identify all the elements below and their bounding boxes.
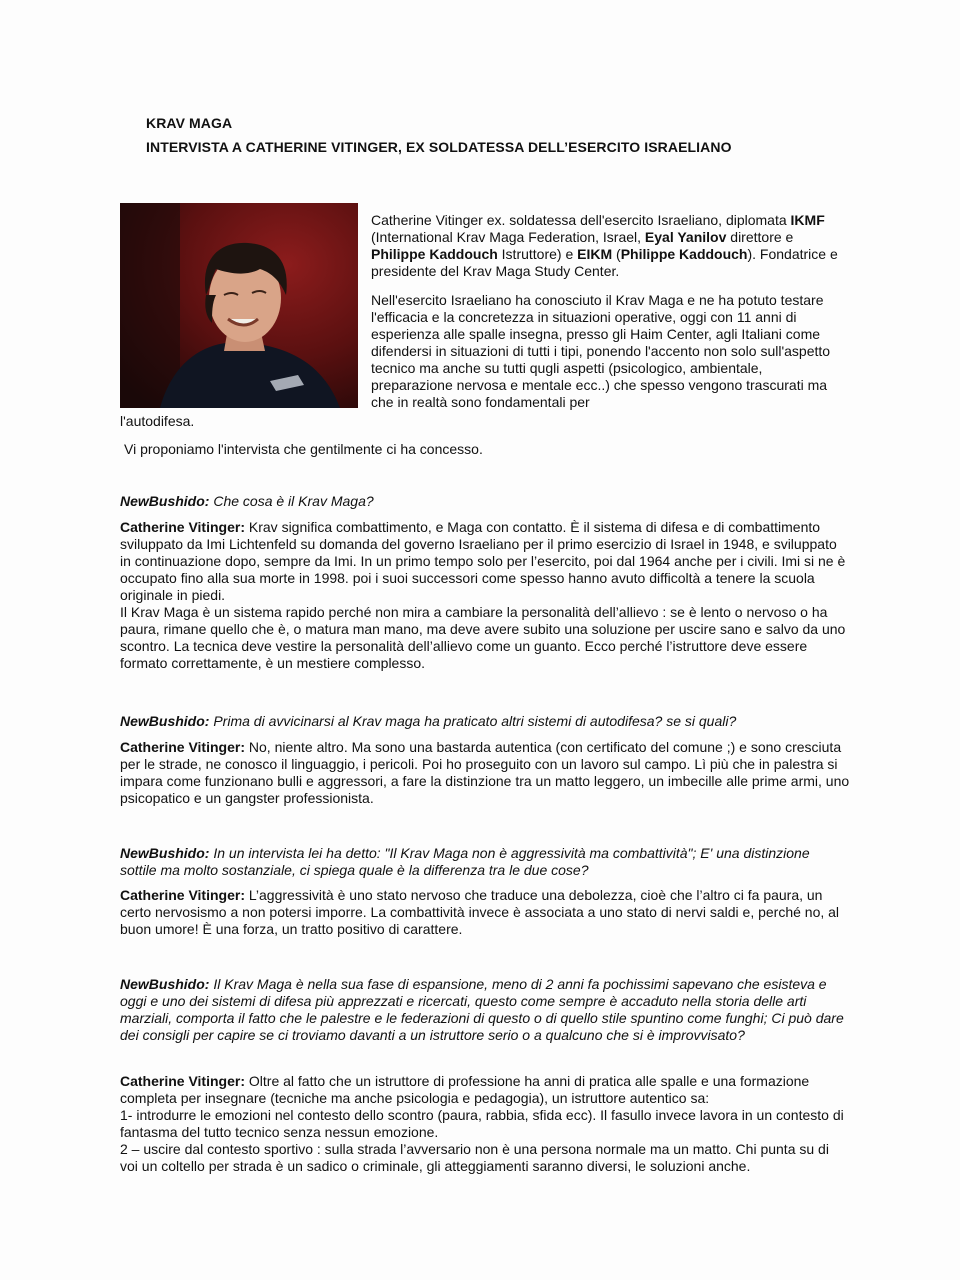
intro-text: Catherine Vitinger ex. soldatessa dell'esercito Israeliano, diplomata [371, 212, 791, 228]
interviewee-label: Catherine Vitinger: [120, 519, 245, 535]
interviewee-label: Catherine Vitinger: [120, 887, 245, 903]
intro-text: ( [612, 246, 621, 262]
intro-paragraph-2: Nell'esercito Israeliano ha conosciuto il Krav Maga e ne ha potuto testare l'efficacia e la concretezza in situazioni operative, oggi con 11 anni di esperienza alle spalle insegna, presso gli Haim Center, agli Italiani come difendersi in situazioni di tutti i tipi, ponendo l'accento non solo sull'aspetto tecnico ma anche su tutti qugli aspetti (psicologico, ambientale, preparazione nervosa e mentale ecc..) che spesso vengono trascurati ma che in realtà sono fondamentali per [371, 292, 831, 410]
answer-text: 1- introdurre le emozioni nel contesto dello scontro (paura, rabbia, sfida ecc). Il fasullo invece lavora in un contesto di fantasma del tutto tecnico senza nessun emozione. [120, 1107, 844, 1140]
answer-text: Oltre al fatto che un istruttore di professione ha anni di pratica alle spalle e una formazione completa per insegnare (tecniche ma anche psicologia e pedagogia), un istruttore autentico sa: [120, 1073, 810, 1106]
org-ikmf: IKMF [790, 212, 825, 228]
answer-2 [120, 739, 850, 807]
intro-paragraph-2-tail: l'autodifesa. [120, 413, 195, 429]
answer-1 [120, 519, 850, 672]
interviewer-label: NewBushido: [120, 493, 210, 509]
intro-text: (International Krav Maga Federation, Israel, [371, 229, 645, 245]
question-2 [120, 713, 850, 730]
person-eyal-yanilov: Eyal Yanilov [644, 229, 727, 245]
answer-3 [120, 887, 850, 938]
org-eikm: EIKM [577, 246, 613, 262]
question-text: In un intervista lei ha detto: "Il Krav Maga non è aggressività ma combattività"; E' una distinzione sottile ma molto sostanziale, ci spiega quale è la differenza tra le due cose? [120, 845, 810, 878]
question-text: Prima di avvicinarsi al Krav maga ha praticato altri sistemi di autodifesa? se si quali? [209, 713, 737, 729]
interviewee-label: Catherine Vitinger: [120, 739, 245, 755]
interviewee-label: Catherine Vitinger: [120, 1073, 245, 1089]
interviewer-label: NewBushido: [120, 845, 210, 861]
answer-text: No, niente altro. Ma sono una bastarda autentica (con certificato del comune ;) e sono cresciuta per le strade, ne conosco il linguaggio, i pericoli. Poi ho proseguito con un lavoro sul campo. Lì più che in palestra si impara come funzionano bulli e aggressori, a fare la distinzione tra un matto leggero, un imbecille alle prime armi, uno psicopatico e un gangster professionista. [120, 739, 850, 806]
intro-paragraph-3: Vi proponiamo l'intervista che gentilmente ci ha concesso. [124, 441, 483, 457]
document-subtitle: INTERVISTA A CATHERINE VITINGER, EX SOLDATESSA DELL’ESERCITO ISRAELIANO [146, 139, 732, 155]
question-4 [120, 976, 850, 1044]
answer-text: Il Krav Maga è un sistema rapido perché non mira a cambiare la personalità dell’allievo : se è lento o nervoso o ha paura, rimane quello che è, o matura man mano, ma deve avere subito una soluzione per uscire sano e salvo da uno scontro. La tecnica deve vestire la personalità dell’allievo come un guanto. Ecco perché l’istruttore deve essere formato correttamente, è un mestiere complesso. [120, 604, 846, 671]
person-philippe-kaddouch: Philippe Kaddouch [371, 246, 498, 262]
intro-paragraph-1 [371, 212, 841, 280]
intro-text: direttore e [726, 229, 794, 245]
intro-text: ). Fondatrice e presidente del Krav Maga Study Center. [371, 246, 838, 279]
question-1 [120, 493, 850, 510]
interviewer-label: NewBushido: [120, 976, 210, 992]
answer-4 [120, 1073, 850, 1175]
question-text: Il Krav Maga è nella sua fase di espansione, meno di 2 anni fa pochissimi sapevano che esisteva e oggi e uno dei sistemi di difesa più apprezzati e ricercati, questo come sempre è accaduto nella storia delle arti marziali, comporta il fatto che le palestre e le federazioni di questo o di quello stile spuntino come funghi; Ci può dare dei consigli per capire se ci troviamo davanti a un istruttore serio o a qualcuno che si è improvvisato? [120, 976, 844, 1043]
portrait-photo [120, 203, 358, 408]
intro-text: Istruttore) e [497, 246, 578, 262]
question-3 [120, 845, 850, 879]
answer-text: L’aggressività è uno stato nervoso che traduce una debolezza, cioè che l’altro ci fa paura, un certo nervosismo a non potersi imporre. La combattività invece è associata a uno stato di nervi saldi e, perché no, al buon umore! È una forza, un tratto positivo di carattere. [120, 887, 840, 937]
question-text: Che cosa è il Krav Maga? [209, 493, 374, 509]
portrait-illustration [120, 203, 358, 408]
document-title: KRAV MAGA [146, 115, 233, 131]
answer-text: 2 – uscire dal contesto sportivo : sulla strada l’avversario non è una persona normale ma un matto. Chi punta su di voi un coltello per strada è un sadico o criminale, gli atteggiamenti saranno diversi, le soluzioni anche. [120, 1141, 829, 1174]
answer-text: Krav significa combattimento, e Maga con contatto. È il sistema di difesa e di combattimento sviluppato da Imi Lichtenfeld su domanda del governo Israeliano per il primo esercizio di Israel in 1948, e sviluppato in continuazione dopo, sempre da Imi. In un primo tempo solo per l’esercito, poi dal 1964 anche per i civili. Imi si ne è occupato fino alla sua morte in 1998. poi i suoi successori come spesso hanno avuto difficoltà a tenere la scuola originale in piedi. [120, 519, 846, 603]
interviewer-label: NewBushido: [120, 713, 210, 729]
person-philippe-kaddouch: Philippe Kaddouch [620, 246, 748, 262]
